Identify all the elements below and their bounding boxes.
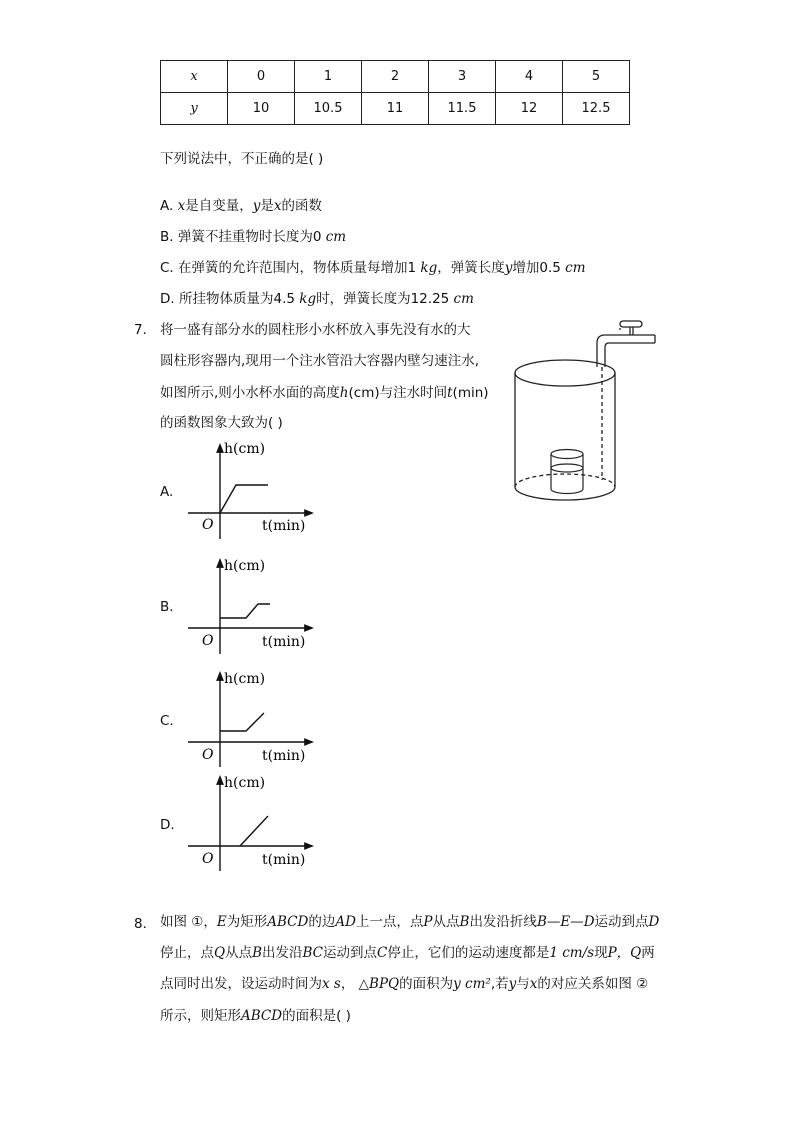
var: B [252,945,262,961]
value: 0 [312,229,322,245]
table-cell: 10.5 [295,93,362,125]
var: y [504,260,513,276]
text: ,若 [490,976,509,992]
text: 与 [516,976,530,992]
var: D [648,914,660,930]
table-cell: 4 [496,61,563,93]
xy-table [160,60,630,125]
text: 所示，则矩形 [160,1008,241,1024]
var: x [177,198,186,214]
graph-line [220,604,270,618]
table-cell: 2 [362,61,429,93]
option-text: ，弹簧长度 [437,260,505,276]
var: y cm² [453,976,491,992]
value: 0.5 [539,260,561,276]
text: 两 [641,945,655,961]
text: 如图所示,则小水杯水面的高度 [160,385,340,401]
q7-line-1: 将一盛有部分水的圆柱形小水杯放入事先没有水的大 [160,322,471,338]
q6-prompt: 下列说法中，不正确的是( ) [160,151,324,167]
text: 停止，它们的运动速度都是 [387,945,550,961]
q7-number: 7. [134,322,147,338]
table-cell: 11.5 [429,93,496,125]
option-letter: B. [160,229,174,245]
q7-option-c-letter[interactable]: C. [160,713,174,729]
option-text: 所挂物体质量为 [178,291,274,307]
table-cell: 10 [228,93,295,125]
text: 的对应关系如图 ② [537,976,649,992]
graph-line [240,816,268,846]
text: 运动到点 [594,914,649,930]
var: t [447,385,453,401]
q6-option-d[interactable] [160,290,474,308]
x-axis-label: t(min) [262,852,306,868]
var: 1 cm/s [549,945,595,961]
text: 的面积为 [399,976,454,992]
text: 为矩形 [226,914,268,930]
table-cell: 12.5 [563,93,630,125]
var: E [216,914,227,930]
option-text: 的函数 [281,198,322,214]
table-cell: 12 [496,93,563,125]
var: BPQ [369,976,400,992]
text: 停止，点 [160,945,214,961]
text: 的面积是( ) [282,1008,351,1024]
text: (cm)与注水时间 [348,385,448,401]
q8-line-2 [160,944,655,962]
text: 如图 ①， [160,914,217,930]
graph-d[interactable] [180,769,320,874]
text: 上一点，点 [355,914,424,930]
text: 出发沿折线 [469,914,537,930]
origin-label: O [202,517,214,533]
graph-c[interactable] [180,665,320,770]
text: 从点 [225,945,253,961]
y-axis-label: h(cm) [224,671,266,687]
var: B—E—D [536,914,595,930]
table-row-x [161,61,630,93]
q7-line-2: 圆柱形容器内,现用一个注水管沿大容器内壁匀速注水, [160,353,480,369]
small-cup-icon [551,450,583,494]
q8-line-1 [160,913,659,931]
var: BC [302,945,324,961]
text: 现 [594,945,608,961]
y-axis-label: h(cm) [224,441,266,457]
unit: kg [420,260,438,276]
y-axis-label: h(cm) [224,775,266,791]
var: ABCD [267,914,309,930]
q7-line-4: 的函数图象大致为( ) [160,415,283,431]
var: C [377,945,388,961]
q7-line-3 [160,384,489,402]
origin-label: O [202,747,214,763]
table-cell: 11 [362,93,429,125]
var: x s [322,976,341,992]
text: ， △ [340,976,370,992]
option-text: 增加 [512,260,540,276]
text: (min) [452,385,489,401]
q6-option-c[interactable] [160,259,586,277]
option-text: 是自变量， [185,198,253,214]
x-axis-label: t(min) [262,634,306,650]
big-cylinder-icon [515,360,615,500]
var: Q [214,945,226,961]
var: ABCD [241,1008,283,1024]
text: 点同时出发，设运动时间为 [160,976,322,992]
option-letter: D. [160,291,175,307]
q8-number: 8. [134,916,147,932]
graph-line [220,485,268,513]
q6-option-a[interactable] [160,197,322,215]
unit: kg [299,291,317,307]
table-header-y: y [161,93,228,125]
var: y [252,198,261,214]
origin-label: O [202,633,214,649]
value: 1 [407,260,417,276]
x-axis-label: t(min) [262,748,306,764]
graph-line [220,713,264,731]
x-axis-label: t(min) [262,518,306,534]
text: 从点 [432,914,460,930]
graph-b[interactable] [180,552,320,657]
q7-option-b-letter[interactable]: B. [160,599,174,615]
option-letter: A. [160,198,174,214]
value: 12.25 [410,291,450,307]
text: 出发沿 [262,945,303,961]
table-cell: 5 [563,61,630,93]
var: h [339,385,349,401]
q7-option-d-letter[interactable]: D. [160,817,175,833]
table-cell: 0 [228,61,295,93]
q7-option-a-letter[interactable]: A. [160,484,174,500]
table-cell: 3 [429,61,496,93]
text: 的边 [308,914,336,930]
var: AD [335,914,356,930]
text: 运动到点 [323,945,378,961]
option-text: 时，弹簧长度为 [316,291,411,307]
option-text: 是 [260,198,274,214]
var: B [459,914,470,930]
unit: cm [565,260,586,276]
y-axis-label: h(cm) [224,558,266,574]
pipe-icon [597,321,655,367]
option-text: 在弹簧的允许范围内，物体质量每增加 [178,260,408,276]
option-text: 弹簧不挂重物时长度为 [177,229,313,245]
table-header-x: x [161,61,228,93]
var: x [273,198,282,214]
q8-line-4 [160,1007,351,1025]
origin-label: O [202,851,214,867]
var: P [423,914,433,930]
q6-option-b[interactable] [160,228,346,246]
container-illustration [505,315,665,520]
table-cell: 1 [295,61,362,93]
var: y [508,976,517,992]
unit: cm [453,291,474,307]
option-letter: C. [160,260,174,276]
var: x [529,976,538,992]
value: 4.5 [273,291,295,307]
graph-a[interactable] [180,437,320,542]
var: P，Q [607,945,642,961]
table-row-y [161,93,630,125]
q8-line-3 [160,975,648,993]
unit: cm [325,229,347,245]
